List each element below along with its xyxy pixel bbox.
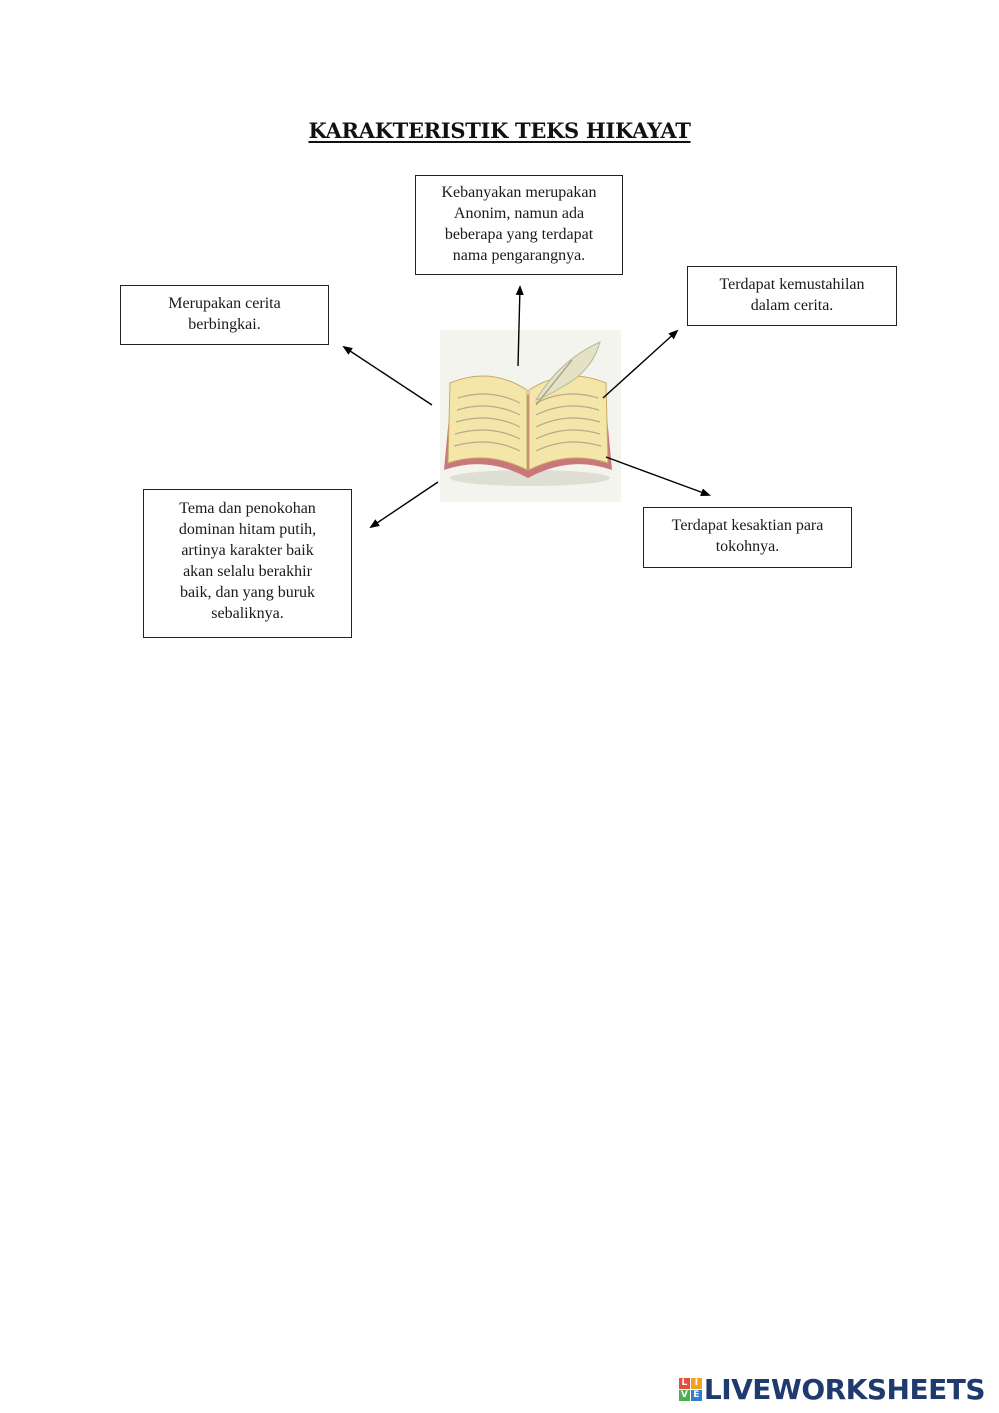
- characteristic-box-frame-story: Merupakan cerita berbingkai.: [120, 285, 329, 345]
- characteristic-box-black-white-theme: Tema dan penokohan dominan hitam putih, artinya karakter baik akan selalu berakhir baik, dan yang buruk sebaliknya.: [143, 489, 352, 638]
- logo-letter: L: [679, 1378, 690, 1389]
- characteristic-box-supernatural: Terdapat kesaktian para tokohnya.: [643, 507, 852, 568]
- liveworksheets-logo: [679, 1372, 985, 1406]
- arrow-to-left-top-box: [344, 347, 432, 405]
- arrow-to-left-bottom-box: [371, 482, 438, 527]
- worksheet-title: KARAKTERISTIK TEKS HIKAYAT: [308, 118, 691, 143]
- arrow-to-right-bottom-box: [606, 457, 709, 495]
- logo-letter: I: [691, 1378, 702, 1389]
- characteristic-box-impossibility: Terdapat kemustahilan dalam cerita.: [687, 266, 897, 326]
- open-book-icon: [440, 330, 621, 502]
- characteristic-box-anonymous: Kebanyakan merupakan Anonim, namun ada beberapa yang terdapat nama pengarangnya.: [415, 175, 623, 275]
- logo-letter: V: [679, 1390, 690, 1401]
- logo-letter: E: [691, 1390, 702, 1401]
- logo-text: LIVEWORKSHEETS: [703, 1372, 985, 1406]
- logo-badge-icon: [679, 1378, 702, 1401]
